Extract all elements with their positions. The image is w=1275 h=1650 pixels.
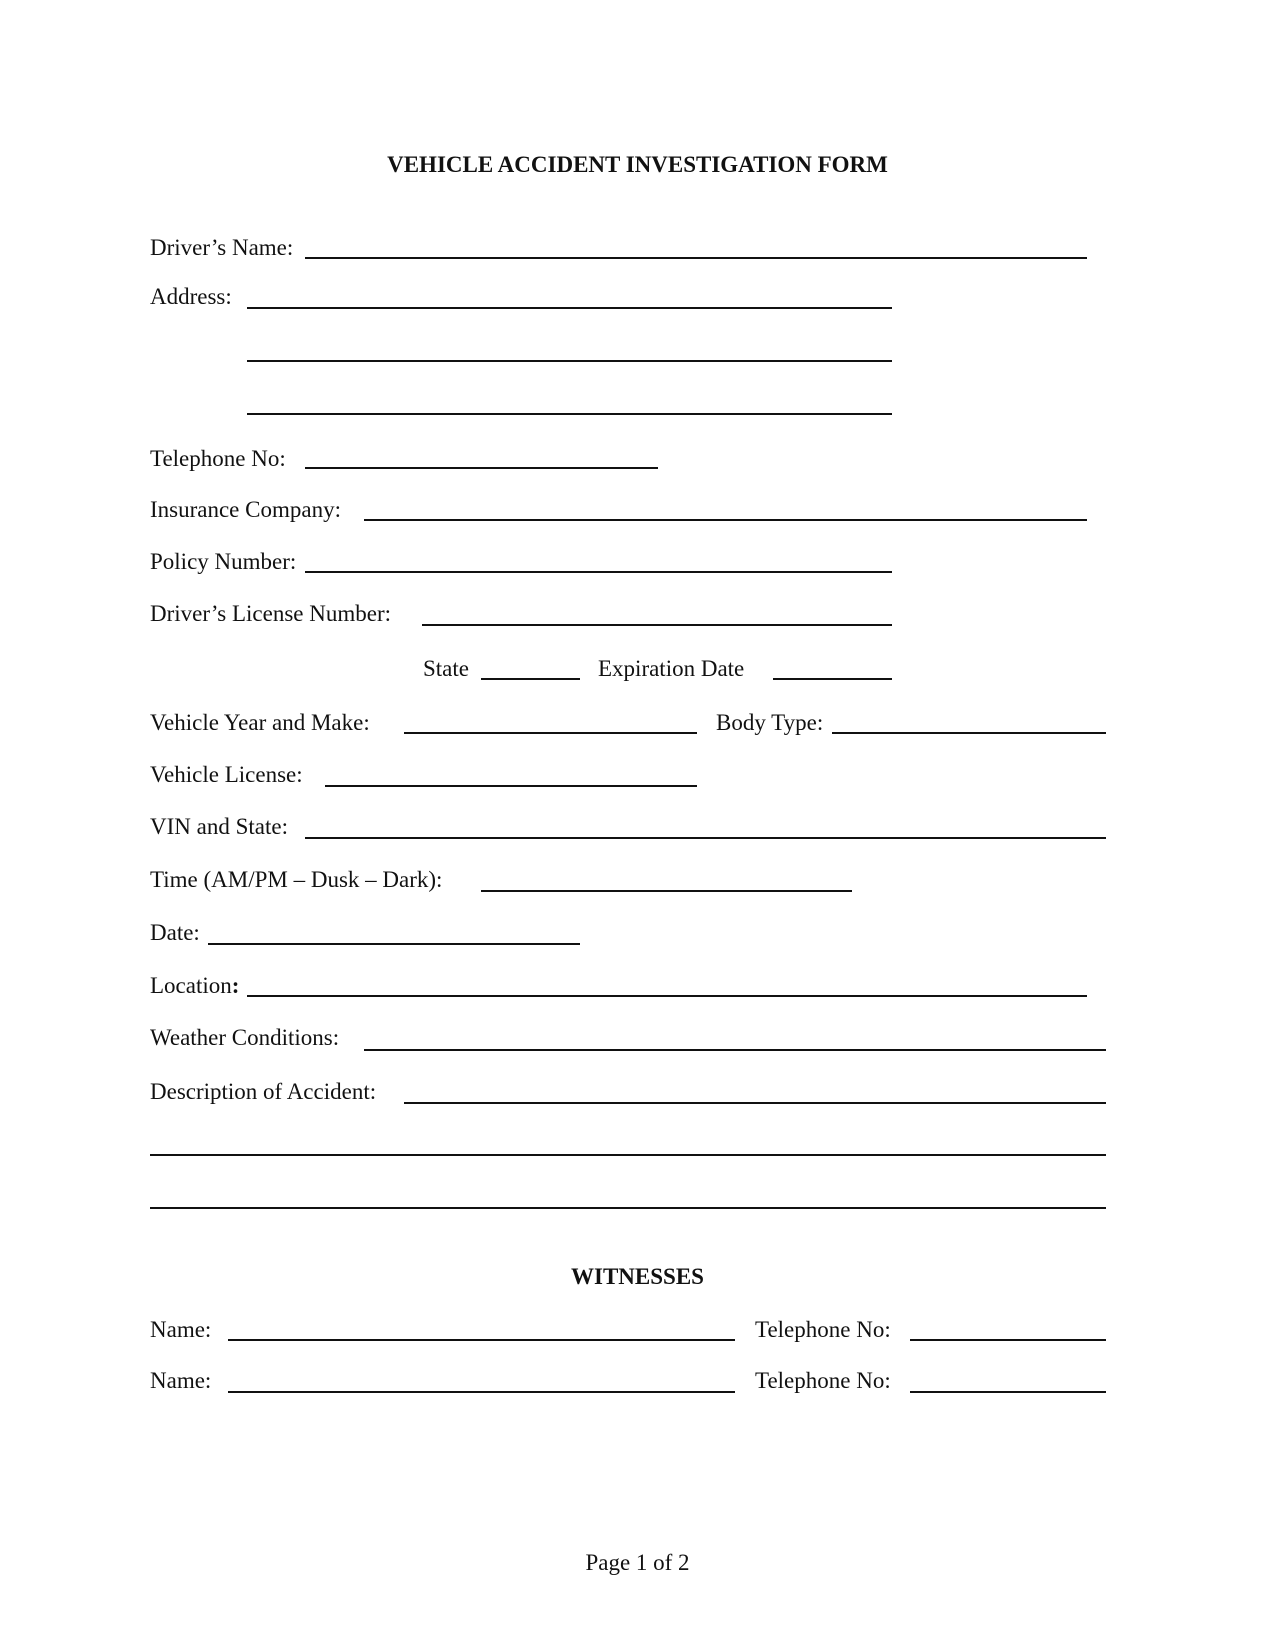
page-number: Page 1 of 2	[585, 1550, 690, 1575]
state-line[interactable]	[481, 678, 580, 680]
address-label: Address:	[150, 284, 232, 309]
address-line-2[interactable]	[247, 360, 892, 362]
description-line-3[interactable]	[150, 1207, 1106, 1209]
weather-conditions-line[interactable]	[364, 1049, 1106, 1051]
vehicle-year-make-label: Vehicle Year and Make:	[150, 710, 370, 735]
drivers-license-label: Driver’s License Number:	[150, 601, 391, 626]
body-type-line[interactable]	[832, 732, 1106, 734]
time-label: Time (AM/PM – Dusk – Dark):	[150, 867, 443, 892]
form-title: VEHICLE ACCIDENT INVESTIGATION FORM	[387, 152, 888, 177]
insurance-company-line[interactable]	[364, 519, 1087, 521]
vin-state-label: VIN and State:	[150, 814, 288, 839]
drivers-name-line[interactable]	[305, 257, 1087, 259]
insurance-company-label: Insurance Company:	[150, 497, 341, 522]
location-label	[150, 974, 239, 997]
telephone-line[interactable]	[305, 467, 658, 469]
witness-2-telephone-label: Telephone No:	[755, 1368, 891, 1393]
policy-number-line[interactable]	[305, 571, 892, 573]
state-label: State	[423, 656, 469, 681]
expiration-date-line[interactable]	[773, 678, 892, 680]
witnesses-heading: WITNESSES	[571, 1264, 704, 1289]
drivers-name-label: Driver’s Name:	[150, 235, 294, 260]
location-colon: :	[231, 973, 240, 998]
weather-conditions-label: Weather Conditions:	[150, 1025, 340, 1050]
date-label: Date:	[150, 920, 200, 945]
witness-1-telephone-line[interactable]	[910, 1339, 1106, 1341]
description-label: Description of Accident:	[150, 1079, 377, 1104]
date-line[interactable]	[208, 943, 580, 945]
witness-1-telephone-label: Telephone No:	[755, 1317, 891, 1342]
witness-2-name-label: Name:	[150, 1368, 212, 1393]
witness-1-name-line[interactable]	[228, 1339, 735, 1341]
expiration-date-label: Expiration Date	[598, 656, 745, 681]
location-line[interactable]	[247, 995, 1087, 997]
drivers-license-line[interactable]	[422, 624, 892, 626]
vehicle-year-make-line[interactable]	[404, 732, 697, 734]
time-line[interactable]	[481, 890, 852, 892]
telephone-label: Telephone No:	[150, 446, 286, 471]
body-type-label: Body Type:	[716, 710, 824, 735]
vehicle-license-label: Vehicle License:	[150, 762, 303, 787]
witness-2-telephone-line[interactable]	[910, 1391, 1106, 1393]
address-line-3[interactable]	[247, 413, 892, 415]
location-label-text: Location	[150, 973, 232, 998]
description-line-1[interactable]	[404, 1102, 1106, 1104]
witness-1-name-label: Name:	[150, 1317, 212, 1342]
description-line-2[interactable]	[150, 1154, 1106, 1156]
vehicle-license-line[interactable]	[325, 785, 697, 787]
address-line-1[interactable]	[247, 307, 892, 309]
vin-state-line[interactable]	[305, 837, 1106, 839]
policy-number-label: Policy Number:	[150, 549, 297, 574]
witness-2-name-line[interactable]	[228, 1391, 735, 1393]
